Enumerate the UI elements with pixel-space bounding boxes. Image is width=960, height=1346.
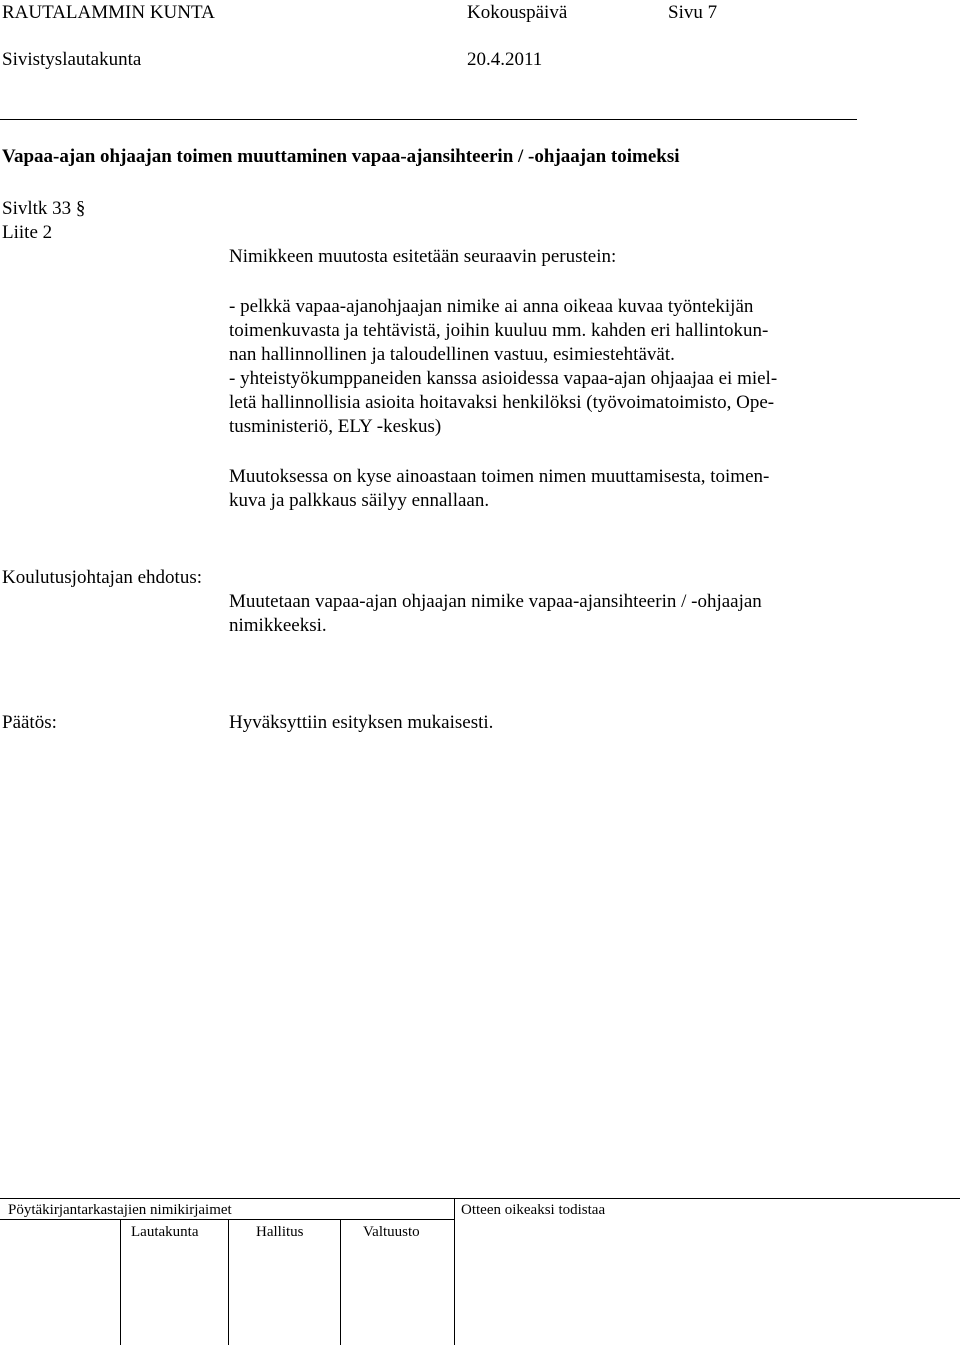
body-hallitus: Hallitus <box>256 1224 304 1240</box>
municipality-name: RAUTALAMMIN KUNTA <box>2 2 215 23</box>
proposal-label: Koulutusjohtajan ehdotus: <box>2 567 203 588</box>
attachment-label: Liite 2 <box>2 222 53 243</box>
note-line: kuva ja palkkaus säilyy ennallaan. <box>229 490 490 511</box>
footer-column-divider <box>120 1219 121 1345</box>
footer-column-divider <box>454 1198 455 1345</box>
point2-line: tusministeriö, ELY -keskus) <box>229 416 442 437</box>
section-number: Sivltk 33 § <box>2 198 86 219</box>
footer-column-divider <box>228 1219 229 1345</box>
point1-line: toimenkuvasta ja tehtävistä, joihin kuuluu mm. kahden eri hallintokun- <box>229 320 769 341</box>
decision-label: Päätös: <box>2 712 57 733</box>
proposal-line: Muutetaan vapaa-ajan ohjaajan nimike vapaa-ajansihteerin / -ohjaajan <box>229 591 762 612</box>
certified-label: Otteen oikeaksi todistaa <box>461 1202 606 1218</box>
point1-line: - pelkkä vapaa-ajanohjaajan nimike ai anna oikeaa kuvaa työntekijän <box>229 296 754 317</box>
meeting-date: 20.4.2011 <box>467 49 543 70</box>
meeting-date-label: Kokouspäivä <box>467 2 568 23</box>
body-valtuusto: Valtuusto <box>363 1224 420 1240</box>
point2-line: - yhteistyökumppaneiden kanssa asioidessa vapaa-ajan ohjaajaa ei miel- <box>229 368 778 389</box>
page-number: Sivu 7 <box>668 2 718 23</box>
footer-table <box>0 1198 960 1346</box>
header-divider <box>0 119 857 120</box>
intro-text: Nimikkeen muutosta esitetään seuraavin perustein: <box>229 246 617 267</box>
proposal-line: nimikkeeksi. <box>229 615 327 636</box>
point2-line: letä hallinnollisia asioita hoitavaksi henkilöksi (työvoimatoimisto, Ope- <box>229 392 775 413</box>
footer-column-divider <box>340 1219 341 1345</box>
document-title: Vapaa-ajan ohjaajan toimen muuttaminen vapaa-ajansihteerin / -ohjaajan toimeksi <box>2 146 680 167</box>
signatures-label: Pöytäkirjantarkastajien nimikirjaimet <box>8 1202 232 1218</box>
point1-line: nan hallinnollinen ja taloudellinen vastuu, esimiestehtävät. <box>229 344 675 365</box>
note-line: Muutoksessa on kyse ainoastaan toimen nimen muuttamisesta, toimen- <box>229 466 770 487</box>
decision-text: Hyväksyttiin esityksen mukaisesti. <box>229 712 494 733</box>
body-lautakunta: Lautakunta <box>131 1224 199 1240</box>
board-name: Sivistyslautakunta <box>2 49 142 70</box>
footer-row-divider <box>0 1219 454 1220</box>
